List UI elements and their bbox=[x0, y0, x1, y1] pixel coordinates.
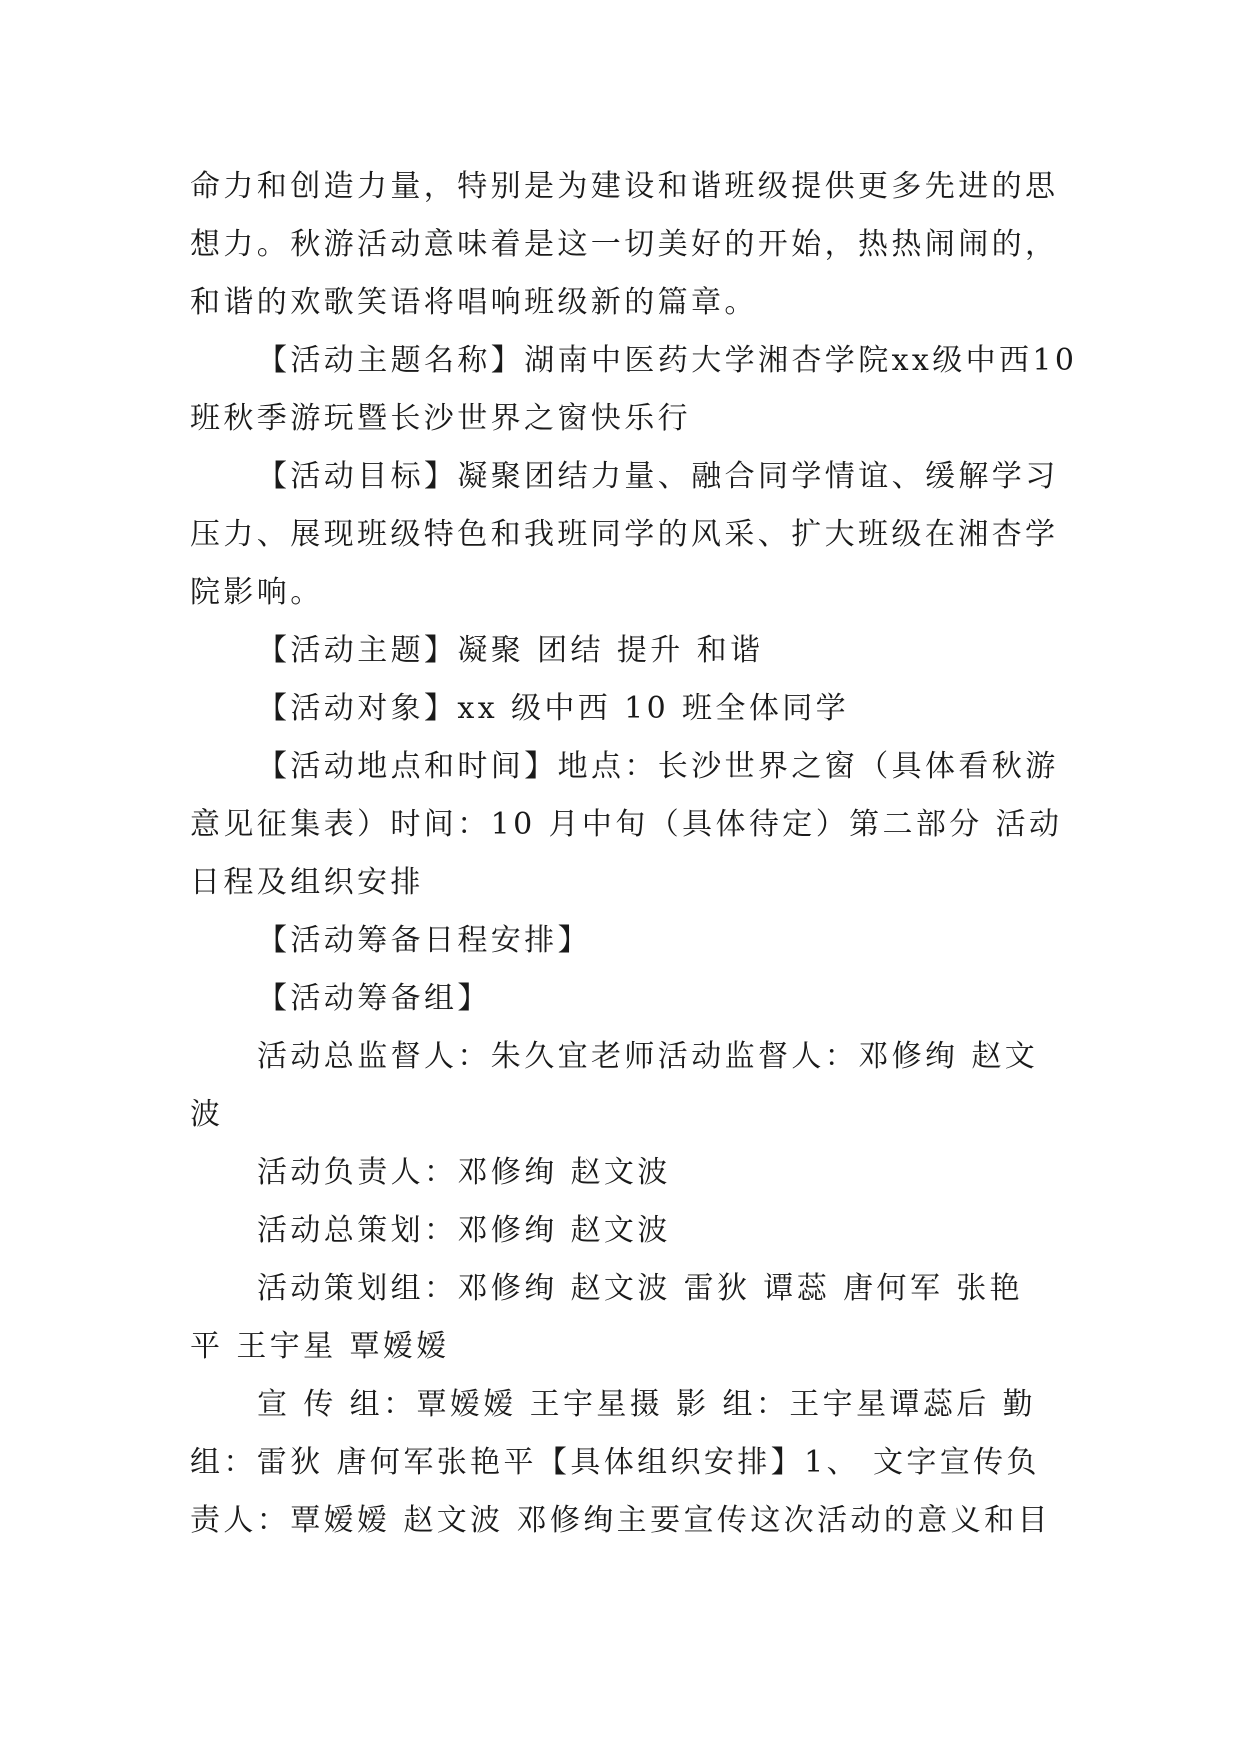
section-preparation-group: 【活动筹备组】 bbox=[257, 981, 491, 1016]
section-activity-theme: 【活动主题】凝聚 团结 提升 和谐 bbox=[257, 633, 764, 668]
body-text-line: 宣 传 组：覃嫒嫒 王宇星摄 影 组：王宇星谭蕊后 勤 bbox=[257, 1387, 1037, 1422]
body-text-line: 班秋季游玩暨长沙世界之窗快乐行 bbox=[190, 401, 691, 436]
section-activity-name: 【活动主题名称】湖南中医药大学湘杏学院xx级中西10 bbox=[257, 343, 1078, 378]
body-text-line: 活动总策划：邓修绚 赵文波 bbox=[257, 1213, 671, 1248]
section-preparation-schedule: 【活动筹备日程安排】 bbox=[257, 923, 591, 958]
section-activity-goal: 【活动目标】凝聚团结力量、融合同学情谊、缓解学习 bbox=[257, 459, 1059, 494]
body-text-line: 命力和创造力量，特别是为建设和谐班级提供更多先进的思 bbox=[190, 169, 1059, 204]
body-text-line: 责人：覃嫒嫒 赵文波 邓修绚主要宣传这次活动的意义和目 bbox=[190, 1503, 1051, 1538]
section-activity-place-time: 【活动地点和时间】地点：长沙世界之窗（具体看秋游 bbox=[257, 749, 1059, 784]
body-text-line: 院影响。 bbox=[190, 575, 324, 610]
body-text-line: 想力。秋游活动意味着是这一切美好的开始，热热闹闹的， bbox=[190, 227, 1059, 262]
section-activity-target: 【活动对象】xx 级中西 10 班全体同学 bbox=[257, 691, 850, 726]
body-text-line: 平 王宇星 覃嫒嫒 bbox=[190, 1329, 450, 1364]
body-text-line: 日程及组织安排 bbox=[190, 865, 424, 900]
body-text-line: 波 bbox=[190, 1097, 224, 1132]
body-text-line: 组：雷狄 唐何军张艳平【具体组织安排】1、 文字宣传负 bbox=[190, 1445, 1040, 1480]
body-text-line: 活动负责人：邓修绚 赵文波 bbox=[257, 1155, 671, 1190]
body-text-line: 意见征集表）时间：10 月中旬（具体待定）第二部分 活动 bbox=[190, 807, 1063, 842]
body-text-line: 活动策划组：邓修绚 赵文波 雷狄 谭蕊 唐何军 张艳 bbox=[257, 1271, 1024, 1306]
body-text-line: 和谐的欢歌笑语将唱响班级新的篇章。 bbox=[190, 285, 758, 320]
body-text-line: 压力、展现班级特色和我班同学的风采、扩大班级在湘杏学 bbox=[190, 517, 1059, 552]
body-text-line: 活动总监督人：朱久宜老师活动监督人：邓修绚 赵文 bbox=[257, 1039, 1039, 1074]
